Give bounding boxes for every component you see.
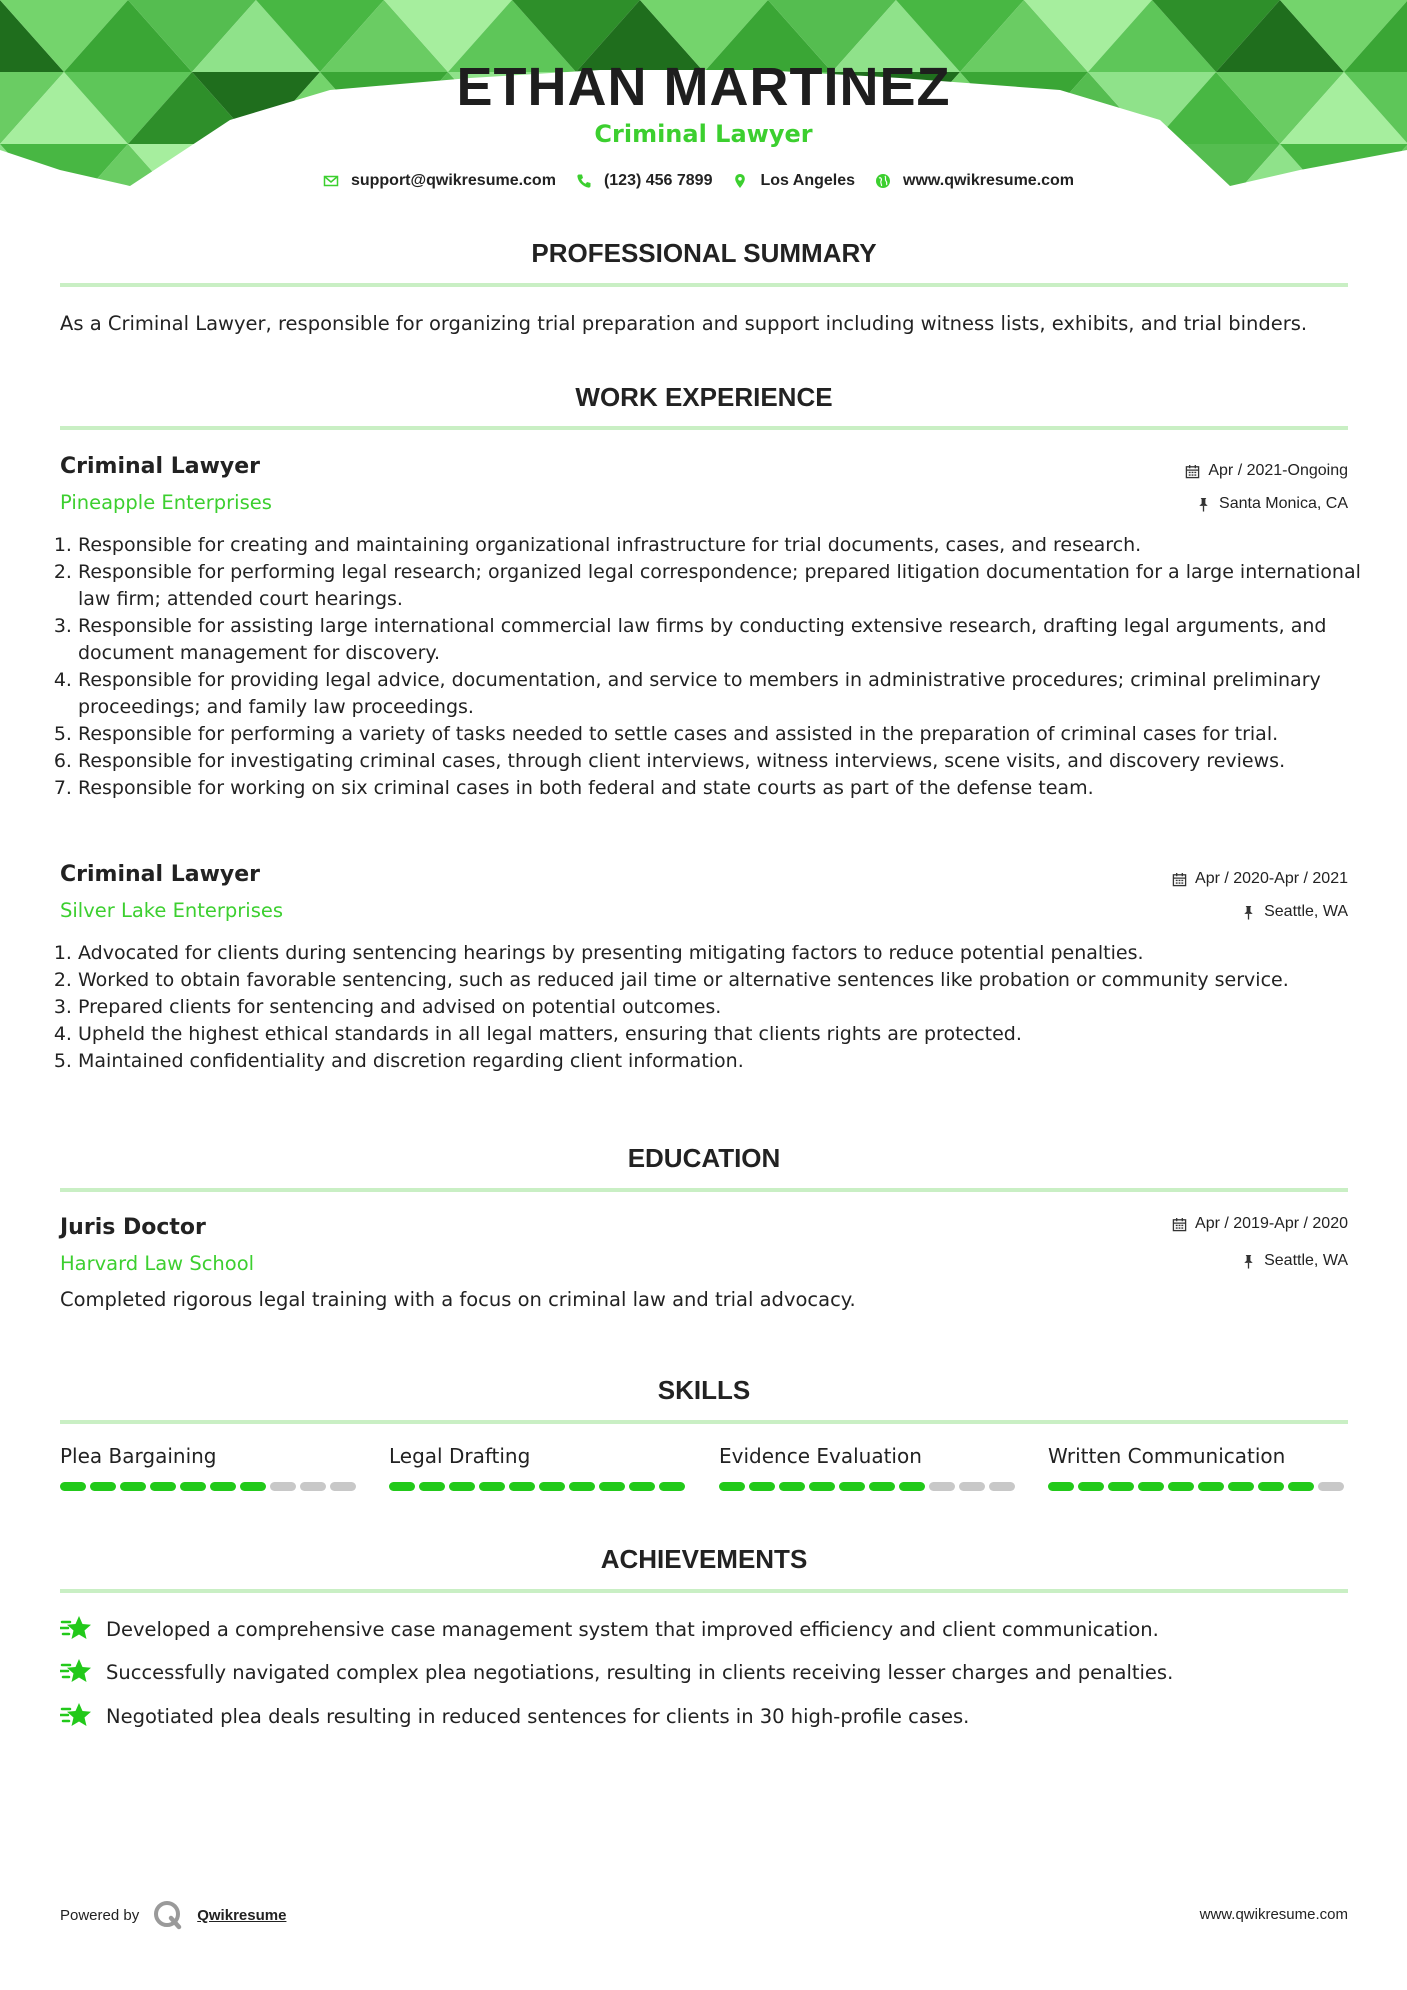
phone-text: (123) 456 7899 <box>603 172 713 189</box>
list-item: 1. Responsible for creating and maintaining organizational infrastructure for trial documents, cases, and research. <box>78 532 1396 559</box>
job-company: Silver Lake Enterprises <box>60 899 284 922</box>
skill-dot-filled <box>180 1482 206 1491</box>
summary-divider <box>60 283 1348 287</box>
skill-dot-filled <box>809 1482 835 1491</box>
footer-powered-by <box>60 1900 286 1930</box>
skill-dot-filled <box>869 1482 895 1491</box>
skill-dot-empty <box>1318 1482 1344 1491</box>
map-pin-icon <box>732 173 748 189</box>
skill-item <box>1048 1444 1348 1491</box>
contact-email[interactable] <box>323 172 556 190</box>
job-company: Pineapple Enterprises <box>60 491 272 514</box>
skill-name: Plea Bargaining <box>60 1444 217 1468</box>
job-dates <box>1172 870 1348 888</box>
list-item: 4. Upheld the highest ethical standards in all legal matters, ensuring that clients rights are protected. <box>78 1021 1396 1048</box>
skill-dot-filled <box>779 1482 805 1491</box>
location-text: Los Angeles <box>760 172 856 189</box>
star-icon <box>60 1657 92 1687</box>
job-title: Criminal Lawyer <box>60 862 261 887</box>
achievement-item <box>60 1657 1173 1687</box>
summary-text: As a Criminal Lawyer, responsible for organizing trial preparation and support including witness lists, exhibits, and trial binders. <box>60 312 1308 335</box>
achievement-item <box>60 1701 969 1731</box>
job-location <box>1241 903 1348 921</box>
star-icon <box>60 1614 92 1644</box>
skill-dot-filled <box>749 1482 775 1491</box>
star-icon <box>60 1701 92 1731</box>
education-dates <box>1172 1215 1348 1233</box>
job-responsibilities <box>30 940 1396 1075</box>
calendar-icon <box>1172 872 1187 887</box>
list-item: 3. Responsible for assisting large international commercial law firms by conducting extensive research, drafting legal arguments, and document management for discovery. <box>78 613 1396 667</box>
education-divider <box>60 1188 1348 1192</box>
skill-dot-filled <box>839 1482 865 1491</box>
skill-level-meter <box>60 1482 360 1491</box>
skill-dot-filled <box>240 1482 266 1491</box>
summary-section-title: PROFESSIONAL SUMMARY <box>531 238 877 268</box>
skill-dot-filled <box>1078 1482 1104 1491</box>
pushpin-icon <box>1241 1254 1256 1269</box>
footer-website[interactable]: www.qwikresume.com <box>1199 1906 1348 1923</box>
website-text: www.qwikresume.com <box>903 172 1075 189</box>
skill-level-meter <box>1048 1482 1348 1491</box>
skill-dot-filled <box>1108 1482 1134 1491</box>
list-item: 4. Responsible for providing legal advice, documentation, and service to members in administrative procedures; criminal preliminary proceedings; and family law proceedings. <box>78 667 1396 721</box>
candidate-name: ETHAN MARTINEZ <box>456 57 951 117</box>
contact-location <box>732 172 855 190</box>
skill-dot-filled <box>210 1482 236 1491</box>
achievements-divider <box>60 1589 1348 1593</box>
job-location-text: Santa Monica, CA <box>1219 495 1348 512</box>
skill-item <box>60 1444 360 1491</box>
skill-dot-filled <box>539 1482 565 1491</box>
job-dates-text: Apr / 2021-Ongoing <box>1208 462 1348 479</box>
skill-item <box>389 1444 689 1491</box>
calendar-icon <box>1172 1217 1187 1232</box>
globe-icon <box>875 173 891 189</box>
list-item: 2. Worked to obtain favorable sentencing, such as reduced jail time or alternative sentences like probation or community service. <box>78 967 1396 994</box>
list-item: 6. Responsible for investigating criminal cases, through client interviews, witness interviews, scene visits, and discovery reviews. <box>78 748 1396 775</box>
list-item: 5. Maintained confidentiality and discretion regarding client information. <box>78 1048 1396 1075</box>
job-location-text: Seattle, WA <box>1264 903 1348 920</box>
work-section-title: WORK EXPERIENCE <box>575 382 833 412</box>
skill-dot-filled <box>419 1482 445 1491</box>
pushpin-icon <box>1196 497 1211 512</box>
skill-dot-filled <box>659 1482 685 1491</box>
skill-dot-filled <box>1288 1482 1314 1491</box>
list-item: 7. Responsible for working on six criminal cases in both federal and state courts as part of the defense team. <box>78 775 1396 802</box>
skill-level-meter <box>719 1482 1019 1491</box>
skill-name: Legal Drafting <box>389 1444 531 1468</box>
skill-dot-filled <box>150 1482 176 1491</box>
education-dates-text: Apr / 2019-Apr / 2020 <box>1195 1215 1348 1232</box>
skill-name: Written Communication <box>1048 1444 1286 1468</box>
skill-dot-filled <box>599 1482 625 1491</box>
achievements-section-title: ACHIEVEMENTS <box>600 1544 808 1574</box>
education-location-text: Seattle, WA <box>1264 1252 1348 1269</box>
skill-dot-empty <box>330 1482 356 1491</box>
skill-name: Evidence Evaluation <box>719 1444 922 1468</box>
skill-dot-filled <box>1138 1482 1164 1491</box>
job-location <box>1196 495 1348 513</box>
powered-by-label: Powered by <box>60 1906 140 1924</box>
skill-dot-filled <box>1228 1482 1254 1491</box>
education-section-title: EDUCATION <box>627 1143 781 1173</box>
job-dates-text: Apr / 2020-Apr / 2021 <box>1195 870 1348 887</box>
skill-dot-empty <box>929 1482 955 1491</box>
skill-dot-filled <box>1048 1482 1074 1491</box>
skill-level-meter <box>389 1482 689 1491</box>
work-divider <box>60 426 1348 430</box>
skill-dot-empty <box>270 1482 296 1491</box>
achievement-text: Negotiated plea deals resulting in reduced sentences for clients in 30 high-profile cases. <box>106 1704 970 1728</box>
skill-dot-empty <box>959 1482 985 1491</box>
education-description: Completed rigorous legal training with a focus on criminal law and trial advocacy. <box>60 1288 856 1311</box>
pushpin-icon <box>1241 905 1256 920</box>
skill-dot-empty <box>989 1482 1015 1491</box>
list-item: 1. Advocated for clients during sentencing hearings by presenting mitigating factors to reduce potential penalties. <box>78 940 1396 967</box>
job-dates <box>1185 462 1348 480</box>
skills-section-title: SKILLS <box>657 1375 751 1405</box>
school-name: Harvard Law School <box>60 1252 255 1275</box>
candidate-role: Criminal Lawyer <box>594 120 813 148</box>
phone-icon <box>576 173 592 189</box>
list-item: 2. Responsible for performing legal research; organized legal correspondence; prepared litigation documentation for a large international law firm; attended court hearings. <box>78 559 1396 613</box>
skill-dot-filled <box>509 1482 535 1491</box>
calendar-icon <box>1185 464 1200 479</box>
achievement-item <box>60 1614 1159 1644</box>
skill-dot-filled <box>629 1482 655 1491</box>
skill-dot-filled <box>1198 1482 1224 1491</box>
skill-dot-filled <box>60 1482 86 1491</box>
skill-dot-filled <box>899 1482 925 1491</box>
skill-dot-filled <box>120 1482 146 1491</box>
job-responsibilities <box>30 532 1396 802</box>
achievement-text: Developed a comprehensive case management system that improved efficiency and client communication. <box>106 1617 1159 1641</box>
list-item: 5. Responsible for performing a variety of tasks needed to settle cases and assisted in the preparation of criminal cases for trial. <box>78 721 1396 748</box>
email-text: support@qwikresume.com <box>350 172 556 189</box>
skills-divider <box>60 1420 1348 1424</box>
achievement-text: Successfully navigated complex plea negotiations, resulting in clients receiving lesser charges and penalties. <box>106 1660 1174 1684</box>
skill-dot-filled <box>449 1482 475 1491</box>
skill-item <box>719 1444 1019 1491</box>
brand-link[interactable]: Qwikresume <box>197 1906 287 1924</box>
skill-dot-filled <box>719 1482 745 1491</box>
skill-dot-filled <box>479 1482 505 1491</box>
qwikresume-logo-icon <box>153 1900 183 1930</box>
contact-website[interactable] <box>875 172 1074 190</box>
skill-dot-filled <box>90 1482 116 1491</box>
skill-dot-filled <box>389 1482 415 1491</box>
job-title: Criminal Lawyer <box>60 454 261 479</box>
skill-dot-filled <box>1168 1482 1194 1491</box>
skill-dot-filled <box>569 1482 595 1491</box>
education-location <box>1241 1252 1348 1270</box>
degree-title: Juris Doctor <box>60 1215 206 1240</box>
skill-dot-filled <box>1258 1482 1284 1491</box>
skill-dot-empty <box>300 1482 326 1491</box>
contact-bar <box>0 172 1407 190</box>
list-item: 3. Prepared clients for sentencing and advised on potential outcomes. <box>78 994 1396 1021</box>
contact-phone[interactable] <box>576 172 713 190</box>
envelope-icon <box>323 173 339 189</box>
